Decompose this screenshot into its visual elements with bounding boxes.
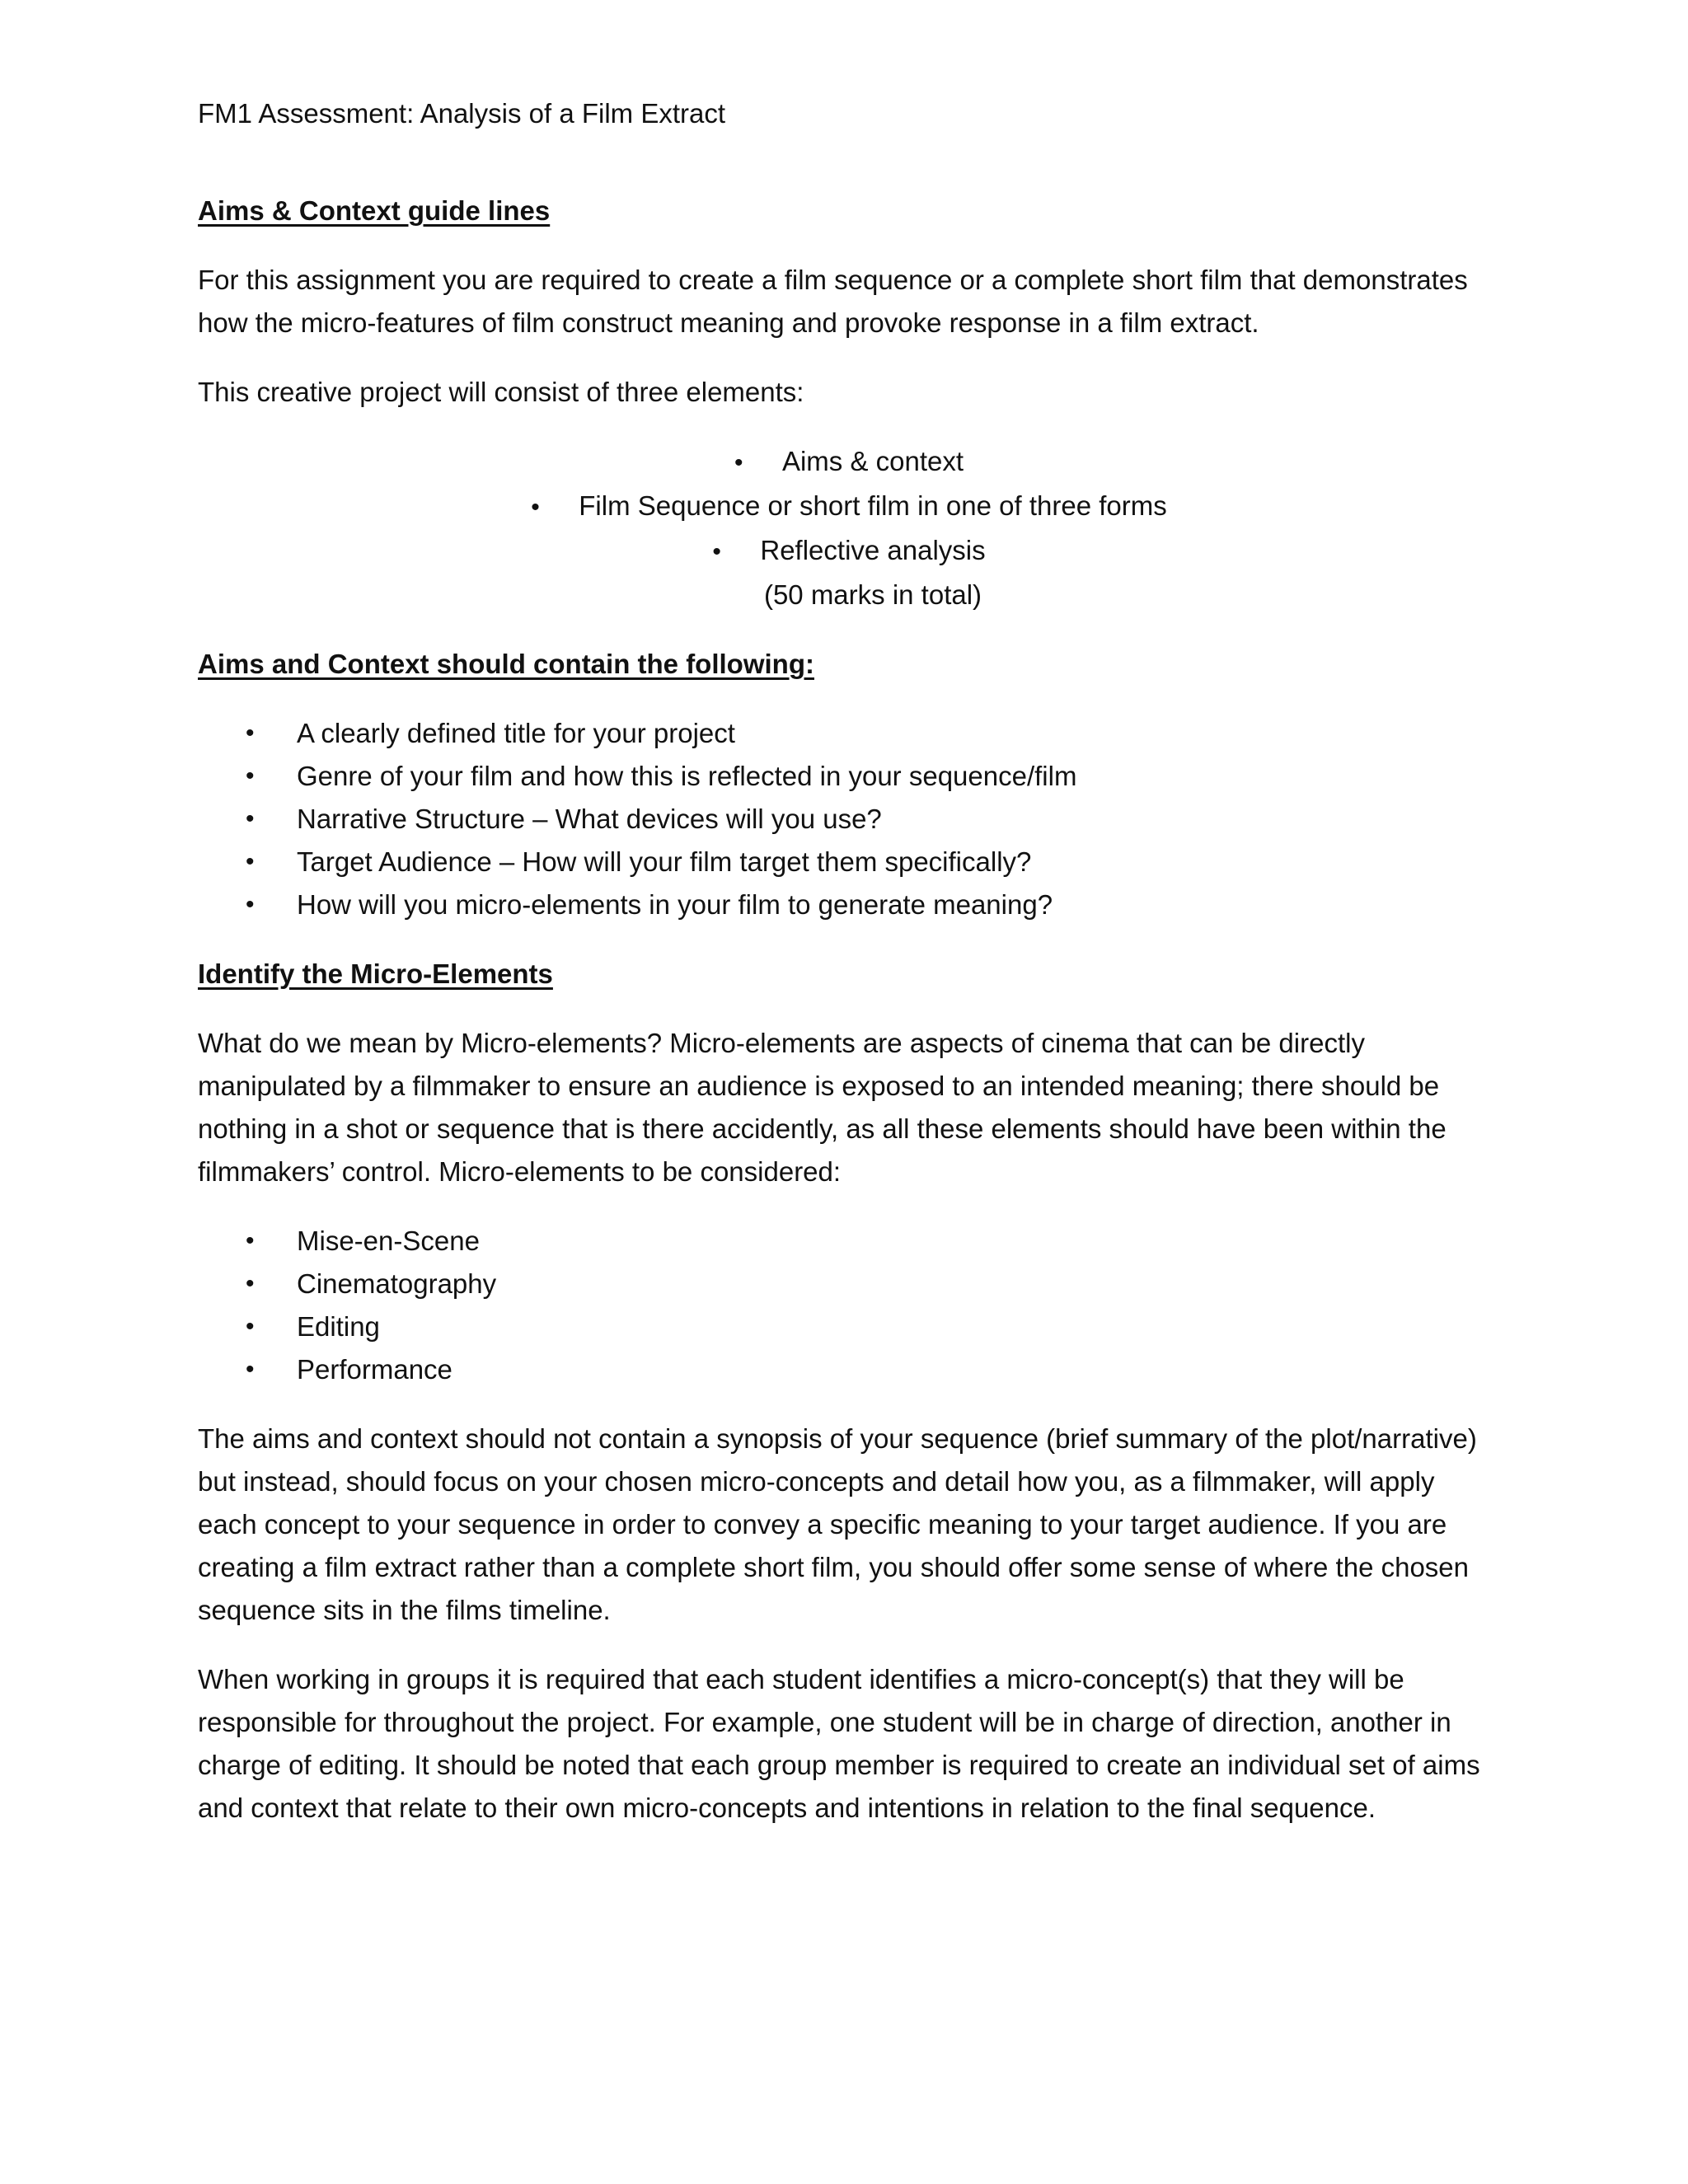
document-header: FM1 Assessment: Analysis of a Film Extract	[198, 98, 726, 129]
bullet-icon: •	[246, 719, 255, 747]
group-work-paragraph: When working in groups it is required that each student identifies a micro-concept(s) that they will be responsible for throughout the project. For example, one student will be in charge of direction, another in charge of editing. It should be noted that each group member is required to create an individual set of aims and context that relate to their own micro-concepts and intentions in relation to the final sequence.	[198, 1664, 1480, 1823]
list-item: • Aims & context	[198, 440, 1500, 485]
bullet-icon: •	[531, 494, 540, 521]
list-item: • Target Audience – How will your film target them specifically?	[198, 841, 1500, 883]
list-item: • Narrative Structure – What devices will you use?	[198, 798, 1500, 841]
aims-context-requirements-list	[198, 712, 1500, 926]
list-item: • Cinematography	[198, 1263, 1500, 1305]
bullet-icon: •	[246, 1356, 255, 1383]
bullet-icon: •	[246, 848, 255, 875]
section-heading-aims-context-contents: Aims and Context should contain the following:	[198, 649, 814, 679]
elements-lead-text: This creative project will consist of three elements:	[198, 377, 804, 407]
list-item: • Performance	[198, 1348, 1500, 1391]
bullet-icon: •	[734, 449, 743, 476]
project-elements-list	[198, 440, 1500, 616]
micro-elements-list	[198, 1220, 1500, 1391]
list-item: • Genre of your film and how this is reflected in your sequence/film	[198, 755, 1500, 798]
bullet-icon: •	[246, 1313, 255, 1340]
bullet-icon: •	[246, 1227, 255, 1254]
list-item: • Film Sequence or short film in one of three forms	[198, 485, 1500, 529]
list-item: • Mise-en-Scene	[198, 1220, 1500, 1263]
list-item: • Editing	[198, 1305, 1500, 1348]
bullet-icon: •	[246, 891, 255, 918]
section-heading-micro-elements: Identify the Micro-Elements	[198, 958, 553, 989]
bullet-icon: •	[246, 762, 255, 790]
bullet-icon: •	[712, 538, 721, 565]
bullet-icon: •	[246, 805, 255, 832]
section-heading-aims-context-guidelines: Aims & Context guide lines	[198, 195, 551, 226]
total-marks: (50 marks in total)	[763, 579, 982, 610]
synopsis-guidance-paragraph: The aims and context should not contain a synopsis of your sequence (brief summary of the plot/narrative) but instead, should focus on your chosen micro-concepts and detail how you, as a filmmaker, will apply each concept to your sequence in order to convey a specific meaning to your target audience. If you are creating a film extract rather than a complete short film, you should offer some sense of where the chosen sequence sits in the films timeline.	[198, 1423, 1477, 1625]
micro-elements-intro-paragraph: What do we mean by Micro-elements? Micro-elements are aspects of cinema that can be directly manipulated by a filmmaker to ensure an audience is exposed to an intended meaning; there should be nothing in a shot or sequence that is there accidently, as all these elements should have been within the filmmakers’ control. Micro-elements to be considered:	[198, 1028, 1447, 1187]
list-item: • Reflective analysis	[198, 529, 1500, 574]
document-body	[198, 92, 1500, 1830]
assignment-intro-paragraph: For this assignment you are required to create a film sequence or a complete short film that demonstrates how the micro-features of film construct meaning and provoke response in a film extract.	[198, 265, 1468, 338]
bullet-icon: •	[246, 1270, 255, 1297]
list-item: • How will you micro-elements in your film to generate meaning?	[198, 883, 1500, 926]
list-item: • A clearly defined title for your project	[198, 712, 1500, 755]
